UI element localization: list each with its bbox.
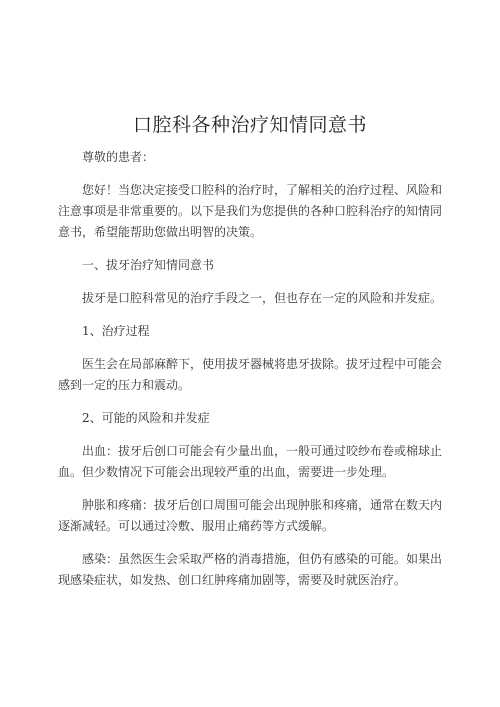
section-heading-extraction: 一、拔牙治疗知情同意书 xyxy=(82,258,215,272)
subheading-treatment-process: 1、治疗过程 xyxy=(82,324,150,338)
subheading-risks: 2、可能的风险和并发症 xyxy=(82,411,210,425)
treatment-process-paragraph: 医生会在局部麻醉下，使用拔牙器械将患牙拔除。拔牙过程中可能会感到一定的压力和震动。 xyxy=(58,357,443,392)
extraction-intro-paragraph: 拔牙是口腔科常见的治疗手段之一，但也存在一定的风险和并发症。 xyxy=(82,291,443,305)
intro-paragraph: 您好！当您决定接受口腔科的治疗时，了解相关的治疗过程、风险和注意事项是非常重要的。以下是我们为您提供的各种口腔科治疗的知情同意书，希望能帮助您做出明智的决策。 xyxy=(58,183,443,239)
salutation: 尊敬的患者： xyxy=(82,150,155,164)
document-body xyxy=(58,147,442,603)
risk-infection-paragraph: 感染：虽然医生会采取严格的消毒措施，但仍有感染的可能。如果出现感染症状，如发热、创口红肿疼痛加剧等，需要及时就医治疗。 xyxy=(58,552,443,587)
document-title: 口腔科各种治疗知情同意书 xyxy=(132,114,367,136)
risk-swelling-paragraph: 肿胀和疼痛：拔牙后创口周围可能会出现肿胀和疼痛，通常在数天内逐渐减轻。可以通过冷敷、服用止痛药等方式缓解。 xyxy=(58,498,443,533)
risk-bleeding-paragraph: 出血：拔牙后创口可能会有少量出血，一般可通过咬纱布卷或棉球止血。但少数情况下可能会出现较严重的出血，需要进一步处理。 xyxy=(58,444,443,479)
